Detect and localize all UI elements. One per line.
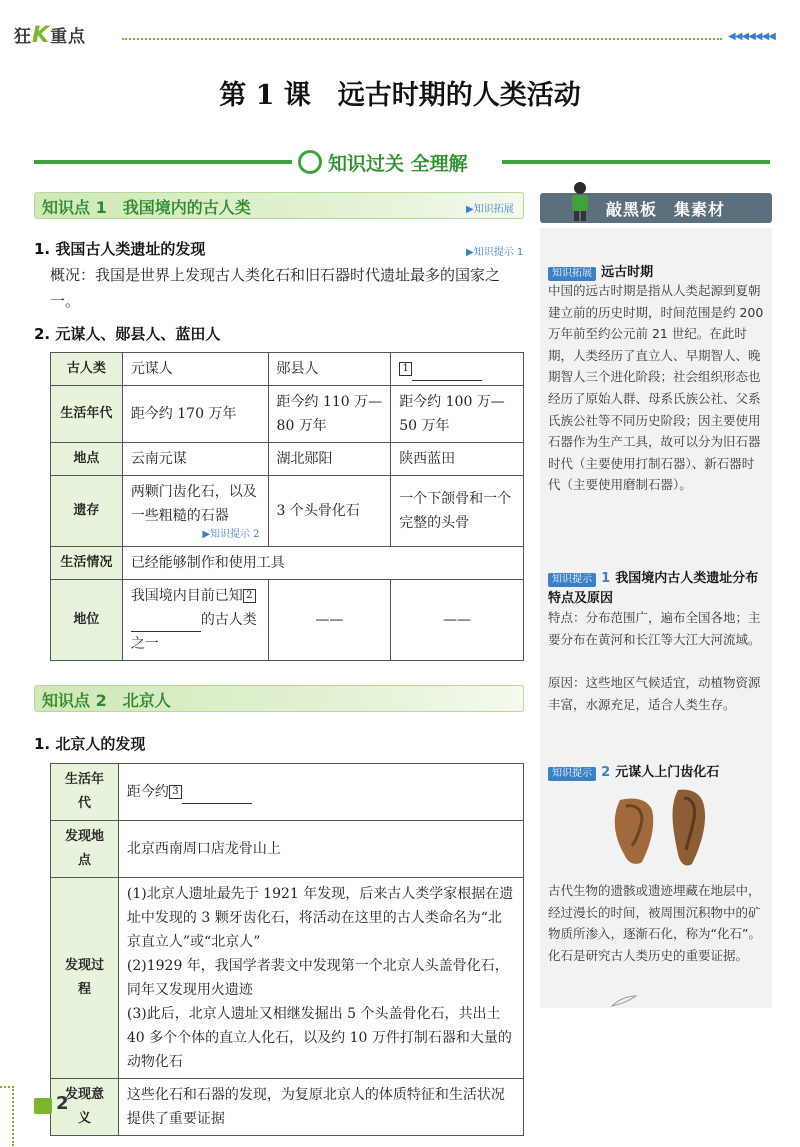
table-cell: 一个下颌骨和一个完整的头骨 xyxy=(391,476,524,547)
process-item-3: (3)此后，北京人遗址又相继发掘出 5 个头盖骨化石，共出土 40 多个个体的直立人化石，以及约 10 万件打制石器和大量的动物化石 xyxy=(126,1006,512,1070)
row-label: 发现地点 xyxy=(51,821,119,878)
table-cell: 北京西南周口店龙骨山上 xyxy=(118,821,523,878)
table-cell: 已经能够制作和使用工具 xyxy=(122,547,523,580)
process-item-2: (2)1929 年，我国学者裴文中发现第一个北京人头盖骨化石，同年又发现用火遗迹 xyxy=(126,958,509,998)
header-dotted-line xyxy=(122,38,722,40)
table-row xyxy=(51,443,524,476)
side-block-3-body: 古代生物的遗骸或遗迹埋藏在地层中，经过漫长的时间，被周围沉积物中的矿物质所渗入，逐渐石化，称为“化石”。化石是研究古人类历史的重要证据。 xyxy=(548,883,761,963)
table-cell xyxy=(118,764,523,821)
section-2-heading: 2. 元谋人、郧县人、蓝田人 xyxy=(34,325,221,343)
banner-line-right xyxy=(502,160,770,164)
table-row xyxy=(51,547,524,580)
hint-number: 2 xyxy=(601,765,611,780)
table-cell: —— xyxy=(391,580,524,661)
side-block-2-title: 我国境内古人类遗址分布特点及原因 xyxy=(548,571,759,606)
table-row xyxy=(51,353,524,386)
row-label: 地点 xyxy=(51,443,123,476)
side-block-2-header xyxy=(548,567,766,606)
fill-blank[interactable] xyxy=(182,786,252,804)
peking-man-table xyxy=(50,763,524,1136)
table-row xyxy=(51,821,524,878)
table-row xyxy=(51,764,524,821)
ancient-humans-table xyxy=(50,352,524,661)
side-block-2-features: 特点：分布范围广，遍布全国各地；主要分布在黄河和长江等大江大河流域。 xyxy=(548,610,761,647)
side-block-1-body: 中国的远古时期是指从人类起源到夏朝建立前的历史时期，时间范围是约 200 万年前至约公元前 21 世纪。在此时期，人类经历了直立人、早期智人、晚期智人三个进化阶段；社会组织形态也经历了原始人群、母系氏族公社、父系氏族公社等不同历史阶段；因主要使用石器作为生产工具，故可以分为旧石器时代（主要使用打制石器）、新石器时代（主要使用磨制石器）。 xyxy=(548,283,764,493)
row-label: 发现意义 xyxy=(51,1079,119,1136)
row-label: 生活情况 xyxy=(51,547,123,580)
table-cell: 郧县人 xyxy=(268,353,391,386)
table-row xyxy=(51,1079,524,1136)
row-label: 发现过程 xyxy=(51,878,119,1079)
section-banner-title: 知识过关 全理解 xyxy=(328,153,468,175)
banner-line-left xyxy=(34,160,292,164)
side-block-3-header xyxy=(548,761,766,781)
side-block-1-title: 远古时期 xyxy=(601,265,654,280)
table-cell: 距今约 110 万—80 万年 xyxy=(268,386,391,443)
side-block-1-header xyxy=(548,261,653,281)
table-cell: 3 个头骨化石 xyxy=(268,476,391,547)
section-1-heading: 1. 我国古人类遗址的发现 xyxy=(34,240,206,258)
row-label: 地位 xyxy=(51,580,123,661)
knowledge-hint-tag: 知识提示 xyxy=(548,573,596,587)
hint-number: 1 xyxy=(601,571,611,586)
knowledge-point-1-title: 知识点 1 我国境内的古人类 xyxy=(42,198,251,217)
table-cell: 距今约 100 万—50 万年 xyxy=(391,386,524,443)
side-panel-title: 敲黑板 集素材 xyxy=(606,200,726,219)
table-cell: 湖北郧阳 xyxy=(268,443,391,476)
book-icon xyxy=(34,1098,52,1114)
table-cell xyxy=(118,878,523,1079)
process-item-1: (1)北京人遗址最先于 1921 年发现，后来古人类学家根据在遗址中发现的 3 颗牙齿化石，将活动在这里的古人类命名为“北京直立人”或“北京人” xyxy=(126,886,514,950)
knowledge-hint-1-tag: ▶知识提示 1 xyxy=(466,247,524,258)
row-label: 古人类 xyxy=(51,353,123,386)
brand-logo: 狂K重点 xyxy=(14,23,87,48)
blank-number-box: 2 xyxy=(243,589,256,603)
remains-text: 两颗门齿化石，以及一些粗糙的石器 xyxy=(130,484,257,524)
incisor-fossil-image xyxy=(606,796,658,866)
feather-icon xyxy=(610,994,638,1008)
row-label: 生活年代 xyxy=(51,386,123,443)
swirl-icon xyxy=(298,150,322,174)
incisor-fossil-image xyxy=(666,788,710,868)
table-cell xyxy=(122,476,268,547)
table-cell xyxy=(391,353,524,386)
row-label: 遗存 xyxy=(51,476,123,547)
knowledge-extension-tag: 知识拓展 xyxy=(548,267,596,281)
blank-number-box: 1 xyxy=(399,362,412,376)
table-cell: 这些化石和石器的发现，为复原北京人的体质特征和生活状况提供了重要证据 xyxy=(118,1079,523,1136)
teacher-icon xyxy=(566,181,594,221)
fill-blank[interactable] xyxy=(131,614,201,632)
table-row xyxy=(51,476,524,547)
table-cell: 元谋人 xyxy=(122,353,268,386)
side-block-2-reasons: 原因：这些地区气候适宜，动植物资源丰富，水源充足，适合人类生存。 xyxy=(548,675,761,712)
era-text: 距今约 xyxy=(126,784,169,800)
overview-text: 概况：我国是世界上发现古人类化石和旧石器时代遗址最多的国家之一。 xyxy=(50,266,501,310)
knowledge-hint-tag: 知识提示 xyxy=(548,767,596,781)
blank-number-box: 3 xyxy=(169,785,182,799)
status-text-post: 的古人类之一 xyxy=(130,612,257,652)
arrows-icon: ◀◀◀◀◀◀◀ xyxy=(728,31,775,42)
page-number: 2 xyxy=(56,1093,69,1114)
table-cell: 云南元谋 xyxy=(122,443,268,476)
knowledge-extension-tag: ▶知识拓展 xyxy=(466,204,514,215)
footer-dotted-vertical xyxy=(12,1086,14,1146)
table-cell: 陕西蓝田 xyxy=(391,443,524,476)
table-row xyxy=(51,878,524,1079)
fill-blank[interactable] xyxy=(412,363,482,381)
table-cell: —— xyxy=(268,580,391,661)
peking-man-heading: 1. 北京人的发现 xyxy=(34,735,146,753)
table-cell xyxy=(122,580,268,661)
table-row xyxy=(51,580,524,661)
table-row xyxy=(51,386,524,443)
status-text-pre: 我国境内目前已知 xyxy=(130,588,243,604)
table-cell: 距今约 170 万年 xyxy=(122,386,268,443)
side-block-3-title: 元谋人上门齿化石 xyxy=(615,765,720,780)
knowledge-hint-2-tag: ▶知识提示 2 xyxy=(202,529,260,540)
knowledge-point-2-title: 知识点 2 北京人 xyxy=(42,691,171,710)
row-label: 生活年代 xyxy=(51,764,119,821)
lesson-title: 第 1 课 远古时期的人类活动 xyxy=(219,80,581,111)
